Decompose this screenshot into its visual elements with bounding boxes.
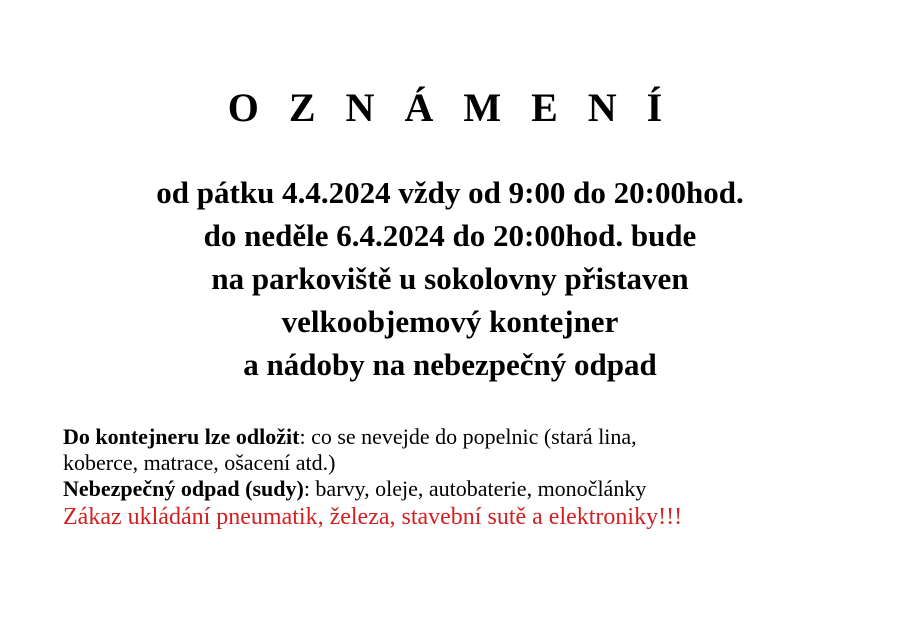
container-info-line-2: koberce, matrace, ošacení atd.): [63, 450, 336, 475]
main-line-location: na parkoviště u sokolovny přistaven: [211, 261, 689, 296]
main-line-container: velkoobjemový kontejner: [281, 304, 619, 339]
warning-text: Zákaz ukládání pneumatik, železa, stavební sutě a elektroniky!!!: [63, 504, 683, 530]
hazardous-info-line: [63, 476, 873, 502]
main-announcement: [0, 171, 900, 386]
main-line-dates-from: od pátku 4.4.2024 vždy od 9:00 do 20:00hod.: [156, 175, 744, 210]
container-text-1: : co se nevejde do popelnic (stará lina,: [299, 424, 637, 449]
container-label: Do kontejneru lze odložit: [63, 424, 300, 449]
main-line-hazardous: a nádoby na nebezpečný odpad: [243, 347, 657, 382]
details-section: [63, 424, 873, 532]
main-line-dates-to: do neděle 6.4.2024 do 20:00hod. bude: [203, 218, 697, 253]
container-info-line-1: [63, 424, 873, 450]
hazardous-text: : barvy, oleje, autobaterie, monočlánky: [303, 476, 647, 501]
hazardous-label: Nebezpečný odpad (sudy): [63, 476, 304, 501]
announcement-title: O Z N Á M E N Í: [227, 85, 673, 130]
